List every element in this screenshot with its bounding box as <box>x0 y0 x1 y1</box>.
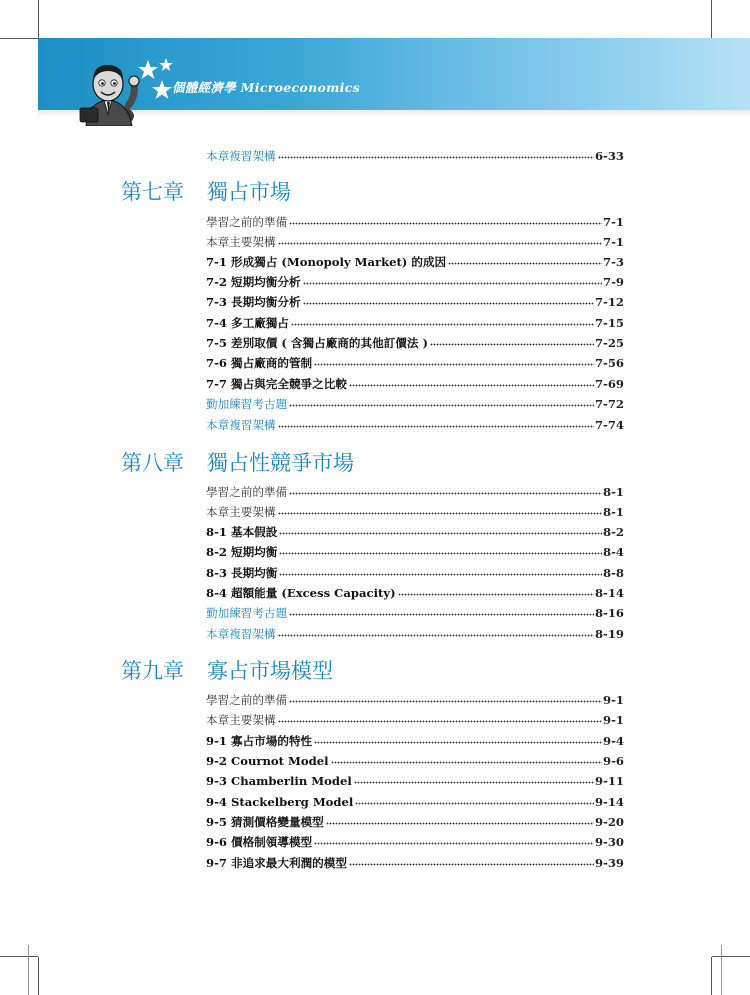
toc-entry[interactable] <box>206 352 624 370</box>
toc-entry-page: 9-1 <box>603 693 624 707</box>
dot-leader <box>278 242 602 246</box>
chapter-heading <box>121 655 333 685</box>
toc-entry-label: 勤加練習考古題 <box>206 397 288 411</box>
crop-mark <box>712 956 750 957</box>
toc-entry[interactable] <box>206 501 624 519</box>
toc-entry[interactable] <box>206 373 624 391</box>
dot-leader <box>289 404 594 408</box>
dot-leader <box>278 512 602 516</box>
dot-leader <box>326 822 594 826</box>
dot-leader <box>279 532 602 536</box>
chapter-heading <box>121 447 354 477</box>
toc-entry[interactable] <box>206 852 624 870</box>
toc-entry-label: 7-3 長期均衡分析 <box>206 295 301 309</box>
toc-entry-page: 7-72 <box>594 397 624 411</box>
crop-mark <box>38 957 39 995</box>
toc-entry-page: 7-69 <box>594 377 624 391</box>
dot-leader <box>279 552 602 556</box>
toc-entry-page: 7-74 <box>594 418 624 432</box>
dot-leader <box>291 323 594 327</box>
toc-entry[interactable] <box>206 481 624 499</box>
toc-entry-page: 9-39 <box>594 856 624 870</box>
toc-entry-page: 9-1 <box>603 713 624 727</box>
toc-entry-page: 8-1 <box>603 505 624 519</box>
crop-mark <box>28 945 29 995</box>
dot-leader <box>331 761 603 765</box>
toc-entry[interactable] <box>206 730 624 748</box>
toc-entry-page: 9-14 <box>594 795 624 809</box>
toc-entry-label: 9-2 Cournot Model <box>206 754 329 768</box>
toc-entry-page: 8-16 <box>594 606 624 620</box>
toc-entry-label: 9-7 非追求最大利潤的模型 <box>206 856 347 870</box>
toc-entry[interactable] <box>206 332 624 350</box>
toc-entry[interactable] <box>206 251 624 269</box>
crop-mark <box>721 945 722 995</box>
toc-entry-label: 本章複習架構 <box>206 418 276 432</box>
crop-mark <box>0 956 38 957</box>
toc-entry[interactable] <box>206 562 624 580</box>
toc-entry[interactable] <box>206 791 624 809</box>
dot-leader <box>303 302 594 306</box>
dot-leader <box>448 262 602 266</box>
toc-entry-label: 9-3 Chamberlin Model <box>206 774 352 788</box>
toc-entry[interactable] <box>206 623 624 641</box>
toc-entry[interactable] <box>206 271 624 289</box>
toc-entry[interactable] <box>206 414 624 432</box>
toc-entry[interactable] <box>206 231 624 249</box>
toc-entry-page: 8-19 <box>594 627 624 641</box>
toc-entry-label: 學習之前的準備 <box>206 485 288 499</box>
dot-leader <box>278 720 602 724</box>
dot-leader <box>349 384 594 388</box>
toc-entry-page: 7-9 <box>603 275 624 289</box>
toc-entry-page: 9-6 <box>603 754 624 768</box>
dot-leader <box>278 156 594 160</box>
toc-entry-label: 8-2 短期均衡 <box>206 545 278 559</box>
dot-leader <box>289 613 594 617</box>
dot-leader <box>289 700 602 704</box>
toc-entry-label: 9-5 猜測價格變量模型 <box>206 815 324 829</box>
dot-leader <box>314 741 602 745</box>
toc-entry-page: 7-56 <box>594 356 624 370</box>
dot-leader <box>289 492 602 496</box>
dot-leader <box>349 863 594 867</box>
crop-mark <box>0 38 38 39</box>
toc-entry-label: 8-4 超額能量 (Excess Capacity) <box>206 586 396 600</box>
toc-entry-page: 9-4 <box>603 734 624 748</box>
toc-entry[interactable] <box>206 393 624 411</box>
chapter-heading <box>121 176 291 206</box>
toc-entry-label: 本章複習架構 <box>206 627 276 641</box>
chapter-number: 第七章 <box>121 180 184 204</box>
toc-entry-label: 本章主要架構 <box>206 235 276 249</box>
toc-entry-page: 8-14 <box>594 586 624 600</box>
toc-entry-label: 9-4 Stackelberg Model <box>206 795 354 809</box>
toc-entry-page: 9-20 <box>594 815 624 829</box>
toc-entry-page: 9-30 <box>594 835 624 849</box>
chapter-number: 第八章 <box>121 451 184 475</box>
toc-entry-review[interactable] <box>206 145 624 163</box>
toc-entry[interactable] <box>206 689 624 707</box>
toc-entry-label: 7-6 獨占廠商的管制 <box>206 356 313 370</box>
toc-entry-page: 7-1 <box>603 215 624 229</box>
toc-entry[interactable] <box>206 770 624 788</box>
toc-entry-label: 本章複習架構 <box>206 149 276 163</box>
toc-entry-label: 8-3 長期均衡 <box>206 566 278 580</box>
toc-entry-label: 學習之前的準備 <box>206 215 288 229</box>
dot-leader <box>278 425 594 429</box>
toc-entry-page: 8-4 <box>603 545 624 559</box>
toc-entry-page: 7-3 <box>603 255 624 269</box>
book-title: 個體經濟學 Microeconomics <box>172 80 360 95</box>
toc-entry-page: 8-8 <box>603 566 624 580</box>
toc-entry[interactable] <box>206 811 624 829</box>
dot-leader <box>430 343 594 347</box>
toc-entry[interactable] <box>206 831 624 849</box>
toc-entry-page: 9-11 <box>594 774 624 788</box>
toc-entry-label: 勤加練習考古題 <box>206 606 288 620</box>
crop-mark <box>711 0 712 38</box>
chapter-title: 獨占性競爭市場 <box>207 451 354 475</box>
toc-entry-page: 8-2 <box>603 525 624 539</box>
chapter-number: 第九章 <box>121 659 184 683</box>
dot-leader <box>398 593 594 597</box>
dot-leader <box>314 363 594 367</box>
dot-leader <box>279 573 602 577</box>
chapter-title: 獨占市場 <box>207 180 291 204</box>
businessman-mascot-icon <box>78 56 156 126</box>
toc-entry[interactable] <box>206 602 624 620</box>
toc-entry[interactable] <box>206 541 624 559</box>
dot-leader <box>289 222 602 226</box>
toc-entry-label: 7-7 獨占與完全競爭之比較 <box>206 377 347 391</box>
toc-entry-label: 8-1 基本假設 <box>206 525 278 539</box>
dot-leader <box>303 282 603 286</box>
toc-entry-page: 7-12 <box>594 295 624 309</box>
chapter-title: 寡占市場模型 <box>207 659 333 683</box>
toc-entry[interactable] <box>206 750 624 768</box>
toc-entry-label: 學習之前的準備 <box>206 693 288 707</box>
toc-entry-label: 7-5 差別取價 ( 含獨占廠商的其他訂價法 ) <box>206 336 428 350</box>
toc-entry-page: 7-15 <box>594 316 624 330</box>
toc-entry-page: 7-25 <box>594 336 624 350</box>
toc-entry-page: 7-1 <box>603 235 624 249</box>
dot-leader <box>278 634 594 638</box>
toc-entry-label: 本章主要架構 <box>206 713 276 727</box>
toc-entry-label: 7-1 形成獨占 (Monopoly Market) 的成因 <box>206 255 447 269</box>
toc-entry-label: 7-4 多工廠獨占 <box>206 316 289 330</box>
toc-entry-label: 7-2 短期均衡分析 <box>206 275 301 289</box>
toc-entry[interactable] <box>206 521 624 539</box>
dot-leader <box>354 781 594 785</box>
toc-entry[interactable] <box>206 582 624 600</box>
dot-leader <box>314 842 594 846</box>
toc-entry[interactable] <box>206 291 624 309</box>
crop-mark <box>711 957 712 995</box>
toc-entry[interactable] <box>206 709 624 727</box>
toc-entry-page: 6-33 <box>594 149 624 163</box>
crop-mark <box>38 0 39 38</box>
toc-entry-label: 9-6 價格制領導模型 <box>206 835 313 849</box>
toc-entry-page: 8-1 <box>603 485 624 499</box>
dot-leader <box>355 802 594 806</box>
toc-entry-label: 9-1 寡占市場的特性 <box>206 734 313 748</box>
toc-entry-label: 本章主要架構 <box>206 505 276 519</box>
toc-entry[interactable] <box>206 312 624 330</box>
toc-entry[interactable] <box>206 211 624 229</box>
